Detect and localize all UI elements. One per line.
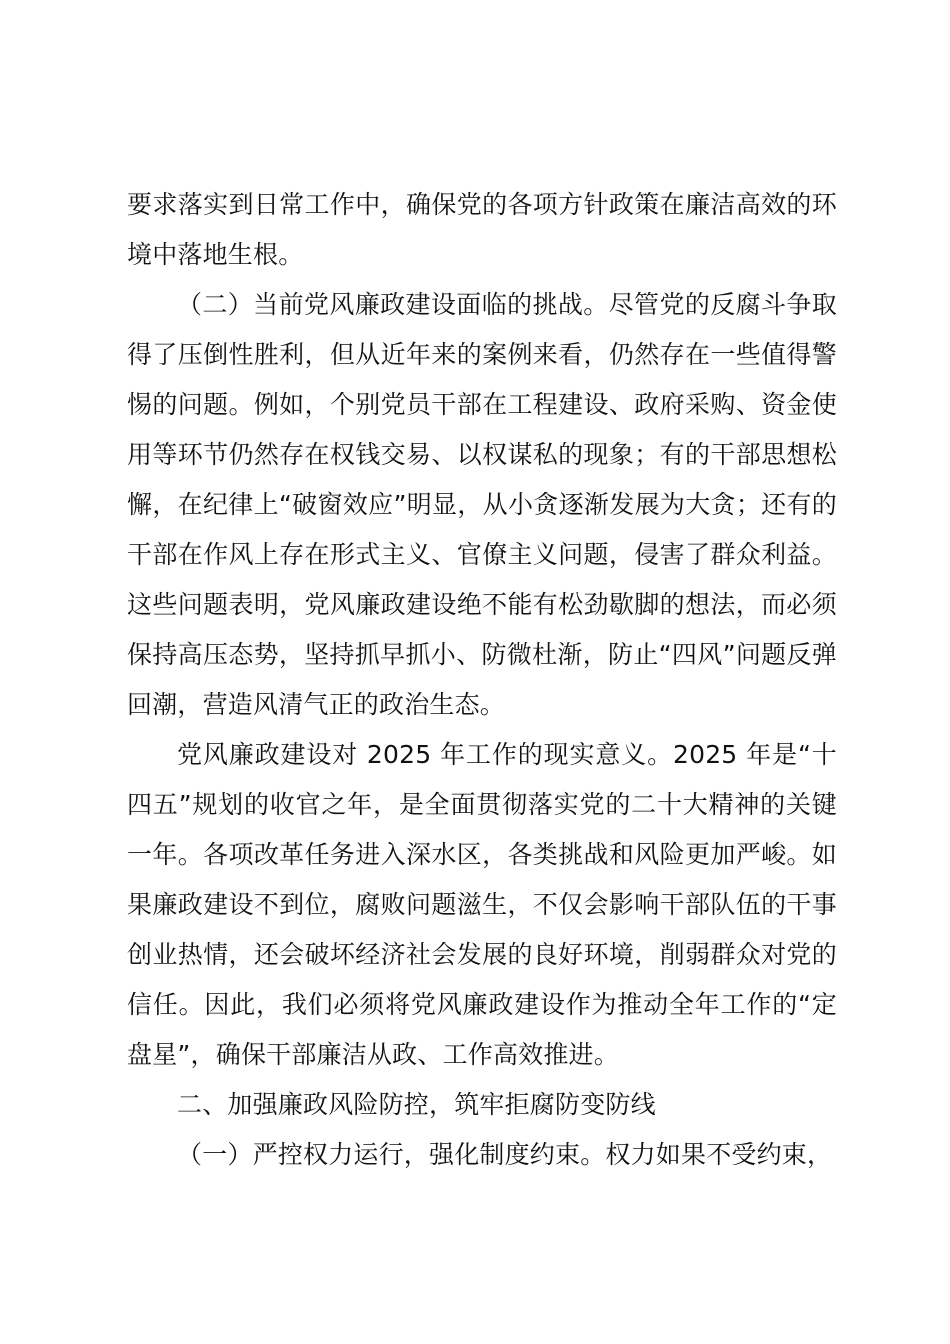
- paragraph-power-control: （一）严控权力运行，强化制度约束。权力如果不受约束，: [177, 1140, 833, 1169]
- document-body: [127, 180, 837, 1180]
- paragraph-challenges: （二）当前党风廉政建设面临的挑战。尽管党的反腐斗争取得了压倒性胜利，但从近年来的案例来看，仍然存在一些值得警惕的问题。例如，个别党员干部在工程建设、政府采购、资金使用等环节仍然存在权钱交易、以权谋私的现象；有的干部思想松懈，在纪律上“破窗效应”明显，从小贪逐渐发展为大贪；还有的干部在作风上存在形式主义、官僚主义问题，侵害了群众利益。这些问题表明，党风廉政建设绝不能有松劲歇脚的想法，而必须保持高压态势，坚持抓早抓小、防微杜渐，防止“四风”问题反弹回潮，营造风清气正的政治生态。: [127, 290, 837, 719]
- paragraph-continuation: 要求落实到日常工作中，确保党的各项方针政策在廉洁高效的环境中落地生根。: [127, 190, 837, 269]
- section-heading: 二、加强廉政风险防控，筑牢拒腐防变防线: [177, 1090, 656, 1119]
- paragraph-significance: 党风廉政建设对 2025 年工作的现实意义。2025 年是“十四五”规划的收官之年，是全面贯彻落实党的二十大精神的关键一年。各项改革任务进入深水区，各类挑战和风险更加严峻。如果廉政建设不到位，腐败问题滋生，不仅会影响干部队伍的干事创业热情，还会破坏经济社会发展的良好环境，削弱群众对党的信任。因此，我们必须将党风廉政建设作为推动全年工作的“定盘星”，确保干部廉洁从政、工作高效推进。: [127, 740, 837, 1069]
